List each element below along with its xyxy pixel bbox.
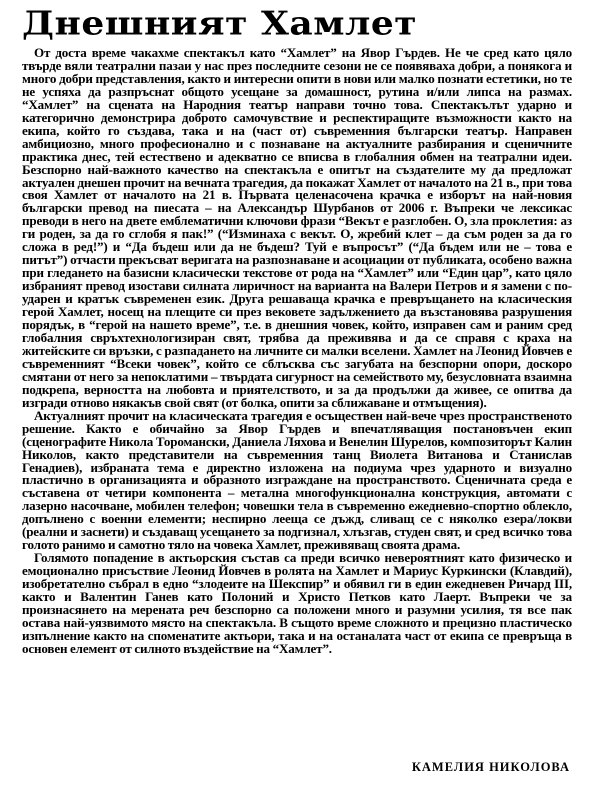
article-byline: КАМЕЛИЯ НИКОЛОВА <box>411 760 570 774</box>
article-body <box>22 47 572 656</box>
article-headline: Днешният Хамлет <box>22 4 418 43</box>
article-paragraph: От доста време чакахме спектакъл като “Хамлет” на Явор Гърдев. Не че сред като цяло твърде вяли театрални пазаи у нас през последните сезони не се появяваха добри, а понякога и много добри представления, както и интересни опити в нови или малко познати естетики, но те не успяха да разпръснат общото усещане за домашност, рутина и/или липса на размах. “Хамлет” на сцената на Народния театър направи точно това. Спектакълът ударно и категорично демонстрира доброто самочувствие и респектиращите възможности както на екипа, който го създава, така и на (част от) съвременния български театър. Направен амбициозно, много професионално и с познаване на актуалните разбирания и сценичните практика днес, тей естествено и адекватно се вписва в глобалния обмен на театрални идеи. Безспорно най-важното качество на спектакъла е опитът на създателите му да предложат актуален днешен прочит на вечната трагедия, да покажат Хамлет от началото на 21 в., при това своя Хамлет от началото на 21 в. Първата целенасочена крачка е изборът на най-новия български превод на пиесата – на Александър Шурбанов от 2006 г. Въпреки че лексикас преводи в него на двете емблематични ключови фрази “Векът е разглобен. О, зла проклетия: аз ги роден, за да го сглобя я пак!” (“Изминаха с векът. О, жребий клет – да съм роден за да го сложа в ред!”) и “Да бъдеш или да не бъдеш? Туй е въпросът” (“Да бъдем или не – това е питът”) отчасти прекъсват веригата на разпознаване и асоциации от публиката, особено важна при гледането на базисни класически текстове от рода на “Хамлет” или “Един цар”, като цяло избраният превод изостави силната лиричност на варианта на Валери Петров и я замени с по-ударен и кратък съвременен език. Друга решаваща крачка е превръщането на класическия герой Хамлет, носещ на плещите си през вековете задължението да възстановява разрушения порядък, в “герой на нашето време”, т.е. в днешния човек, който, изправен сам и раним сред глобалния свръхтехнологизиран свят, трябва да преживява и да се справя с краха на житейските си връзки, с разпадането на личните си малки вселени. Хамлет на Леонид Йовчев е съвременният “Всеки човек”, който се сблъсква със загубата на безспорни опори, доскоро смятани от него за непоклатими – твърдата сигурност на семейството му, безусловната взаимна подкрепа, верността на любовта и приятелството, и за да продължи да живее, се опитва да изгради отново някакъв свой свят (от болка, опити за сближаване и отмъщения). <box>22 45 572 410</box>
article-paragraph: Голямото попадение в актьорския състав са преди всичко невероятният като физическо и емоционално присъствие Леонид Йовчев в ролята на Хамлет и Мариус Куркински (Клавдий), изобретателно събрал в едно “злодеите на Шекспир” и обявил ги в един ежедневен Ричард III, както и Валентин Ганев като Полоний и Христо Петков като Лаерт. Въпреки че за произнасянето на мерената реч безспорно са положени много и разумни усилия, тя все пак остава най-уязвимото място на спектакъла. В същото време сложното и прецизно пластическо изпълнение както на споменатите актьори, така и на останалата част от екипа се превръща в основен елемент от силното въздействие на “Хамлет”. <box>22 550 572 656</box>
article-paragraph: Актуалният прочит на класическата трагедия е осъществен най-вече чрез пространственото решение. Както е обичайно за Явор Гърдев и впечатляващия постановъчен екип (сценографите Никола Торомански, Даниела Ляхова и Венелин Шурелов, композиторът Калин Николов, както представители на съвременния танц Виолета Витанова и Станислав Генадиев), избраната тема е директно изложена на подиума чрез ударното и визуално пластично в организацията и образното изграждане на пространството. Сценичната среда е съставена от четири компонента – метална многофункционална конструкция, автомати с лазерно насочване, мобилен телефон; човешки тела в съвременно ежедневно-спортно облекло, допълнено с военни елементи; неспирно лееща се дъжд, сливащ се с няколко езера/локви (реални и заснети) и създаващ усещането за подгизнал, хлъзгав, студен свят, и сред всичко това голото ранимо и самотно тяло на човека Хамлет, преживяващ своята драма. <box>22 407 572 553</box>
